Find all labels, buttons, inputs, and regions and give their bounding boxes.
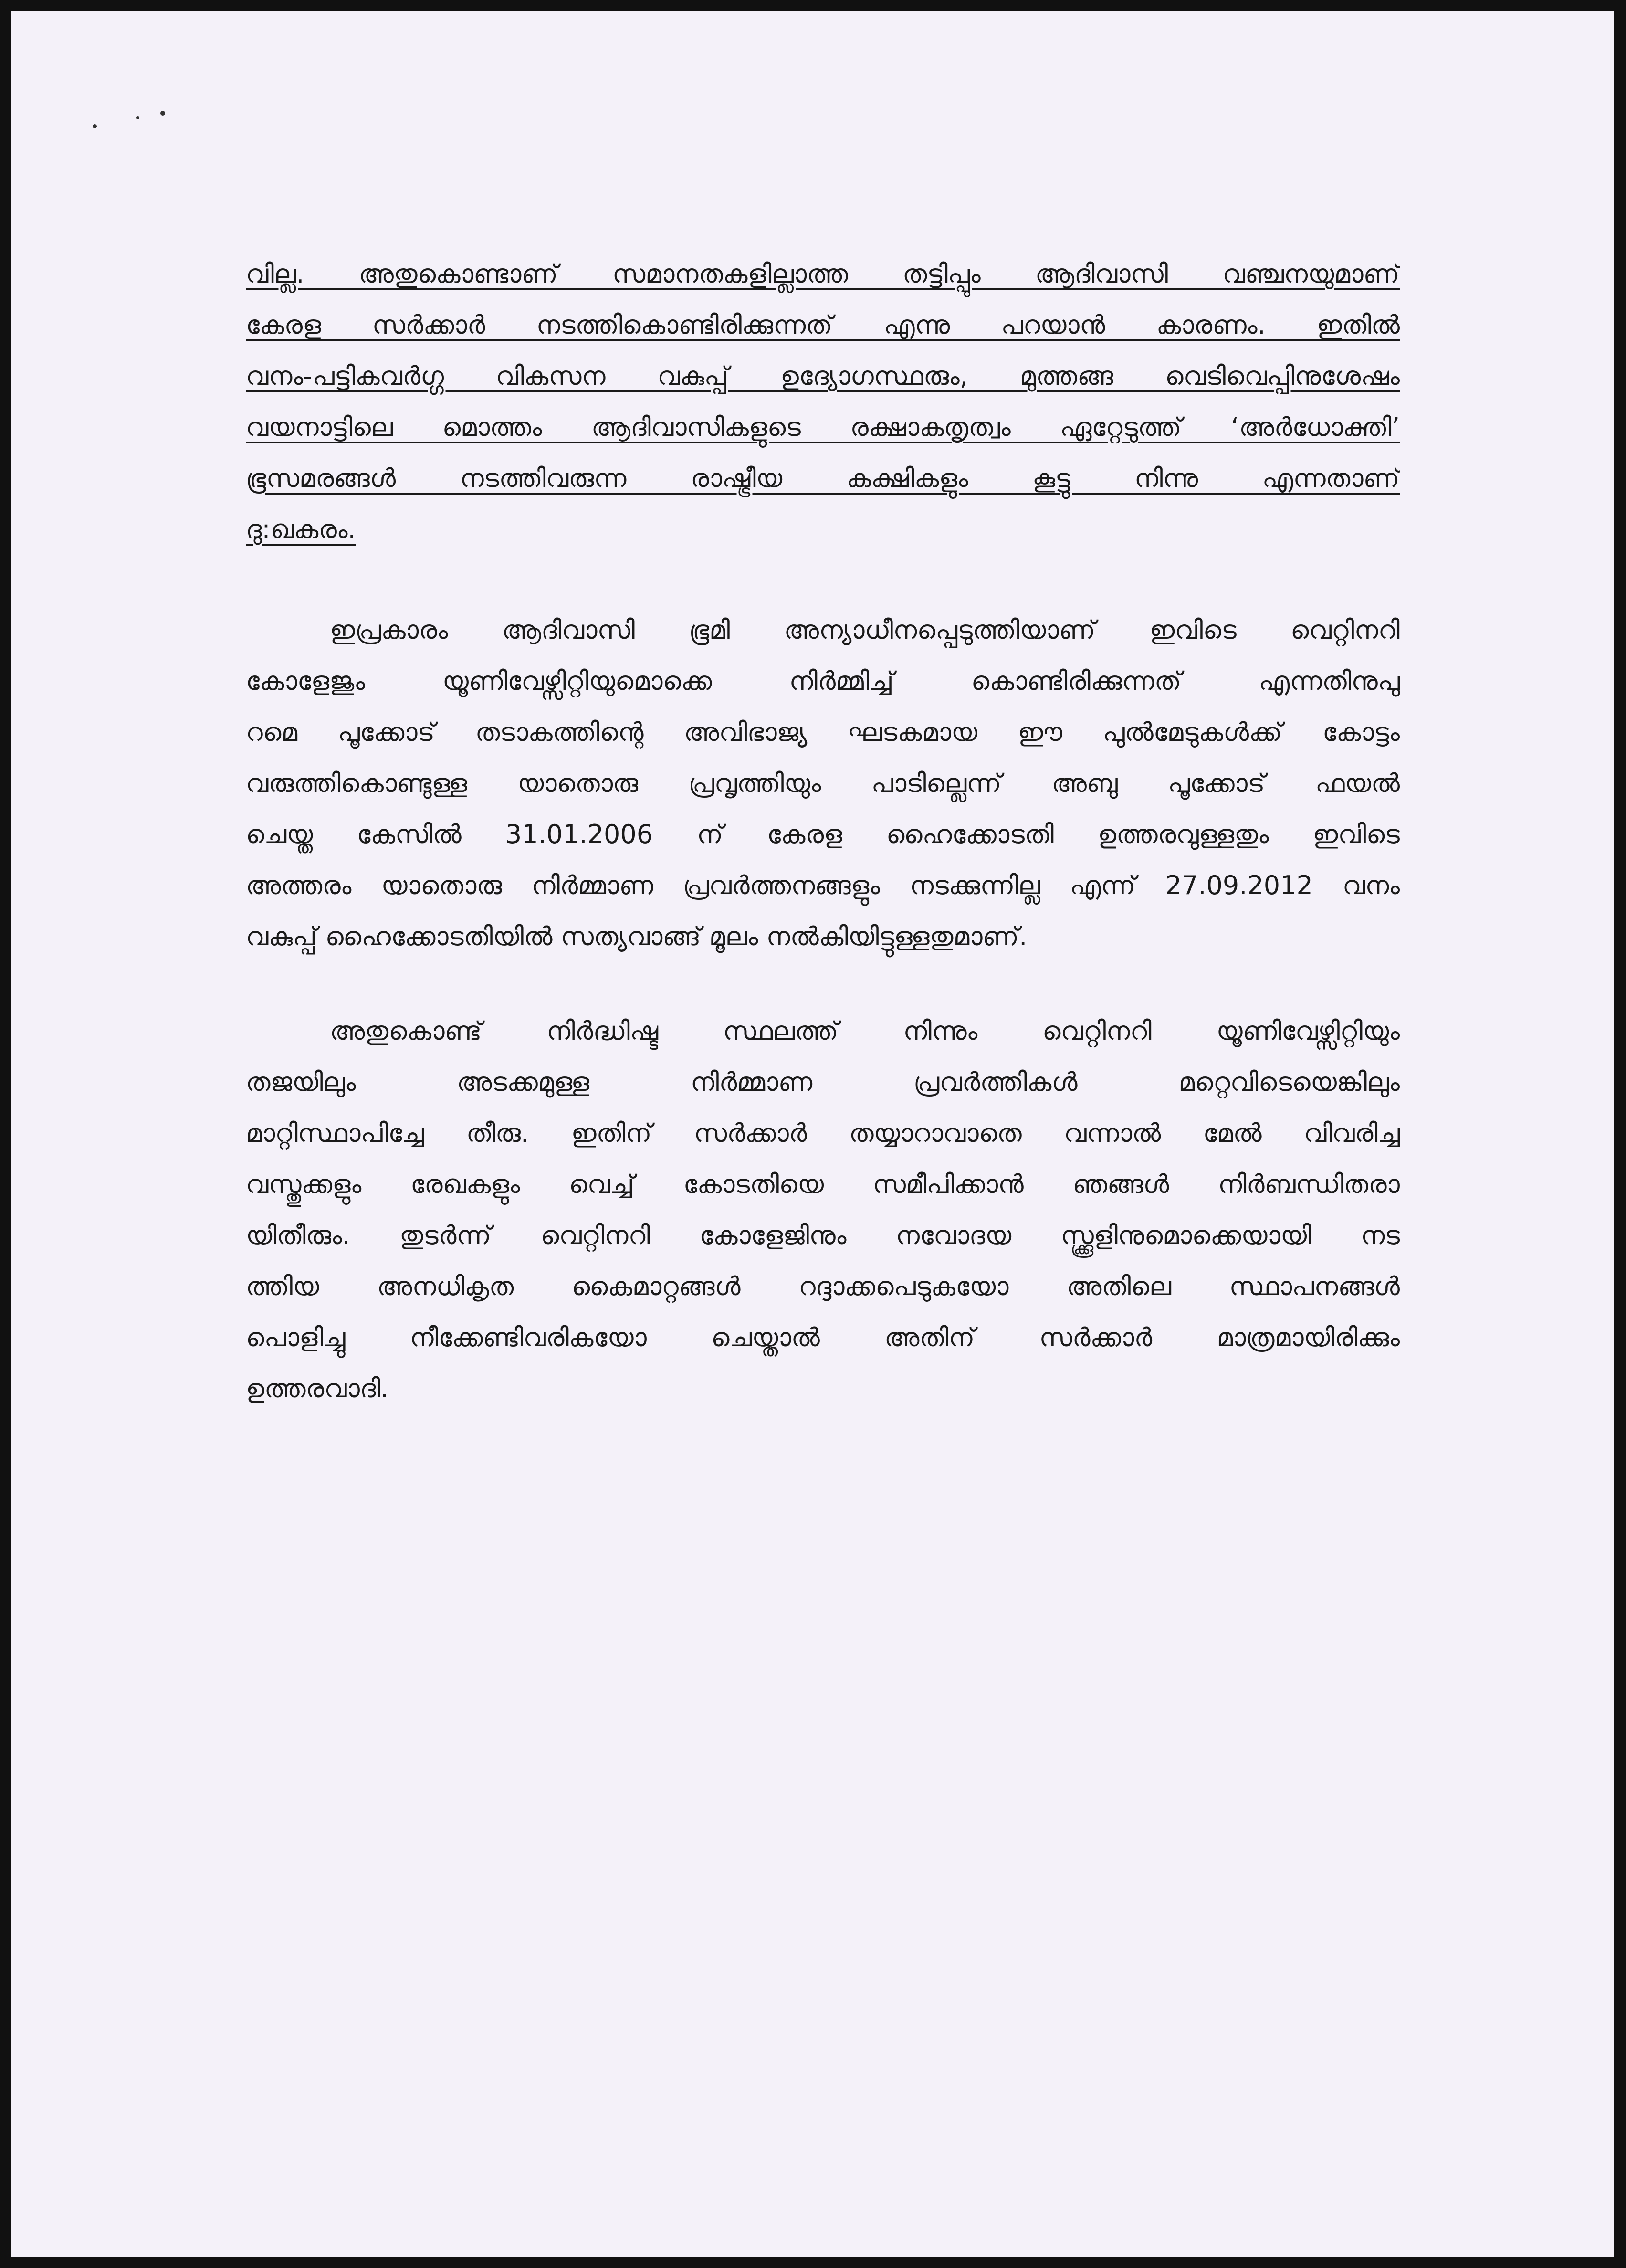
text-line-content: വകുപ്പ് ഹൈക്കോടതിയിൽ സത്യവാങ്ങ് മൂലം നൽകിയിട്ടുള്ളതുമാണ്. bbox=[246, 921, 1028, 951]
text-line-content: തജയിലും അടക്കമുള്ള നിർമ്മാണ പ്രവർത്തികൾ മറ്റെവിടെയെങ്കിലും bbox=[246, 1067, 1400, 1097]
text-line bbox=[246, 1108, 1400, 1159]
paragraph-3 bbox=[246, 1005, 1400, 1414]
text-line bbox=[246, 655, 1400, 707]
text-line-content: ഇപ്രകാരം ആദിവാസി ഭൂമി അന്യാധീനപ്പെടുത്തിയാണ് ഇവിടെ വെറ്റിനറി bbox=[330, 615, 1400, 645]
text-line-content: കോളേജും യൂണിവേഴ്സിറ്റിയുമൊക്കെ നിർമ്മിച്ച് കൊണ്ടിരിക്കുന്നത് എന്നതിനുപു bbox=[246, 666, 1400, 696]
text-line-content: വയനാട്ടിലെ മൊത്തം ആദിവാസികളുടെ രക്ഷാകതൃത്വം ഏറ്റേടുത്ത് ‘അർധോക്തി’ bbox=[246, 412, 1400, 442]
text-line bbox=[246, 401, 1400, 453]
text-line bbox=[246, 299, 1400, 350]
text-line-content: അത്തരം യാതൊരു നിർമ്മാണ പ്രവർത്തനങ്ങളും നടക്കുന്നില്ല എന്ന് 27.09.2012 വനം bbox=[246, 870, 1400, 900]
text-line bbox=[246, 1005, 1400, 1056]
document-page bbox=[11, 11, 1614, 2257]
text-line bbox=[246, 1159, 1400, 1210]
text-line bbox=[246, 604, 1400, 655]
scan-speck bbox=[136, 116, 139, 119]
text-line bbox=[246, 707, 1400, 758]
text-line bbox=[246, 1210, 1400, 1261]
text-line bbox=[246, 911, 1400, 962]
text-line-content: ദു:ഖകരം. bbox=[246, 514, 356, 544]
text-line-content: ഉത്തരവാദി. bbox=[246, 1373, 389, 1403]
text-line-content: വില്ല. അതുകൊണ്ടാണ് സമാനതകളില്ലാത്ത തട്ടിപ്പും ആദിവാസി വഞ്ചനയുമാണ് bbox=[246, 259, 1400, 289]
text-line-content: വസ്തുക്കളും രേഖകളും വെച്ച് കോടതിയെ സമീപിക്കാൻ ഞങ്ങൾ നിർബന്ധിതരാ bbox=[246, 1169, 1400, 1199]
text-line bbox=[246, 248, 1400, 299]
text-line bbox=[246, 1261, 1400, 1312]
paragraph-2 bbox=[246, 604, 1400, 962]
text-line-content: ചെയ്ത കേസിൽ 31.01.2006 ന് കേരള ഹൈക്കോടതി ഉത്തരവുള്ളതും ഇവിടെ bbox=[246, 819, 1400, 849]
text-line bbox=[246, 504, 1400, 555]
scan-speck bbox=[93, 124, 97, 128]
text-line bbox=[246, 453, 1400, 504]
text-line-content: ത്തിയ അനധികൃത കൈമാറ്റങ്ങൾ റദ്ദാക്കപെടുകയോ അതിലെ സ്ഥാപനങ്ങൾ bbox=[246, 1271, 1400, 1301]
text-line-content: കേരള സർക്കാർ നടത്തികൊണ്ടിരിക്കുന്നത് എന്നു പറയാൻ കാരണം. ഇതിൽ bbox=[246, 310, 1400, 340]
text-line bbox=[246, 350, 1400, 401]
paragraph-1 bbox=[246, 248, 1400, 555]
text-line-content: അതുകൊണ്ട് നിർദ്ധിഷ്ട സ്ഥലത്ത് നിന്നും വെറ്റിനറി യൂണിവേഴ്സിറ്റിയും bbox=[330, 1016, 1400, 1046]
text-line bbox=[246, 1312, 1400, 1363]
text-line-content: വരുത്തികൊണ്ടുള്ള യാതൊരു പ്രവൃത്തിയും പാടില്ലെന്ന് അബു പൂക്കോട് ഫയൽ bbox=[246, 768, 1400, 798]
text-line bbox=[246, 1363, 1400, 1414]
text-line-content: മാറ്റിസ്ഥാപിച്ചേ തീരു. ഇതിന് സർക്കാർ തയ്യാറാവാതെ വന്നാൽ മേൽ വിവരിച്ച bbox=[246, 1118, 1400, 1148]
text-line-content: റമെ പൂക്കോട് തടാകത്തിന്റെ അവിഭാജ്യ ഘടകമായ ഈ പുൽമേടുകൾക്ക് കോട്ടം bbox=[246, 717, 1400, 747]
text-line bbox=[246, 1056, 1400, 1108]
scan-speck bbox=[160, 111, 165, 116]
text-line bbox=[246, 809, 1400, 860]
text-line-content: യിതീരും. തുടർന്ന് വെറ്റിനറി കോളേജിനും നവോദയ സ്ക്കൂളിനുമൊക്കെയായി നട bbox=[246, 1220, 1400, 1250]
text-line-content: പൊളിച്ചു നീക്കേണ്ടിവരികയോ ചെയ്താൽ അതിന് സർക്കാർ മാത്രമായിരിക്കും bbox=[246, 1322, 1400, 1352]
text-line-content: വനം-പട്ടികവർഗ്ഗ വികസന വകുപ്പ് ഉദ്യോഗസ്ഥരും, മുത്തങ്ങ വെടിവെപ്പിനുശേഷം bbox=[246, 361, 1400, 391]
text-line-content: ഭൂസമരങ്ങൾ നടത്തിവരുന്ന രാഷ്ട്രീയ കക്ഷികളും കൂട്ടു നിന്നു എന്നതാണ് bbox=[246, 463, 1400, 493]
text-line bbox=[246, 860, 1400, 911]
text-line bbox=[246, 758, 1400, 809]
